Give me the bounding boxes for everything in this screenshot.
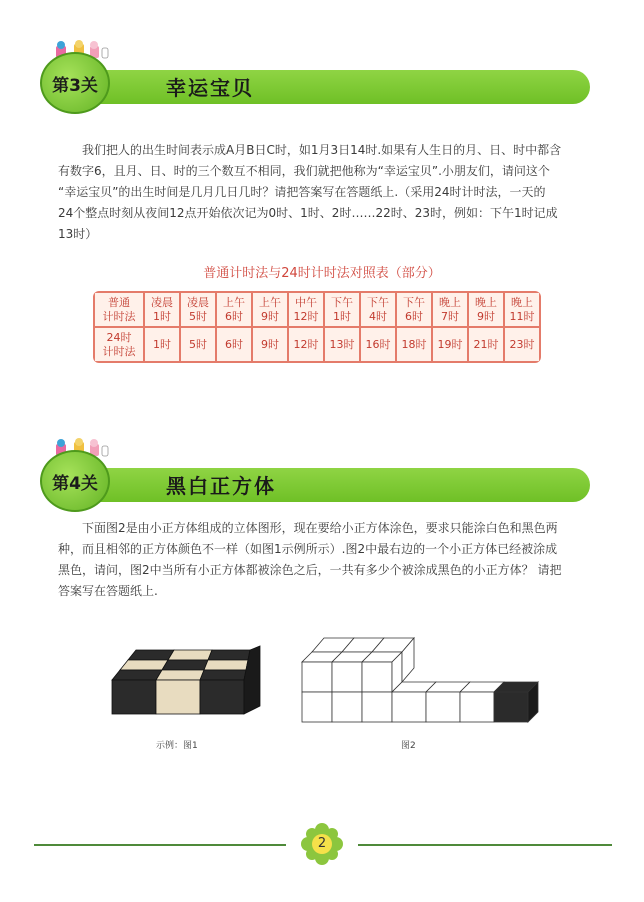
level4-line: 种，而且相邻的正方体颜色不一样（如图1示例所示）.图2中最右边的一个小正方体已经被涂成 [58,542,558,556]
cell-line: 6时 [225,309,243,323]
figure2-cube-stack [300,632,550,724]
table-cell [325,293,359,326]
black-cube [494,692,528,722]
footer-line-left [34,844,286,846]
cell-line: 晚上 [475,295,497,309]
level4-line: 答案写在答题纸上. [58,584,158,598]
figure1-caption: 示例：图1 [156,741,198,751]
header-line: 普通 [108,295,130,309]
level4-line: 黑色，请问，图2中当所有小正方体都被涂色之后，一共有多少个被涂成黑色的小正方体？ 请把 [58,563,562,577]
table-cell: 6时 [217,328,251,361]
level4-banner-bar [88,468,590,502]
table-cell: 9时 [253,328,287,361]
table-cell [289,293,323,326]
level4-paragraph [58,518,588,602]
cell-line: 12时 [293,309,319,323]
cell-line: 4时 [369,309,387,323]
table-row-24h [95,328,539,361]
table-cell: 1时 [145,328,179,361]
slab-front-face [112,680,244,714]
level3-paragraph [58,140,588,245]
row-header-normal [95,293,143,326]
table-cell [217,293,251,326]
cell-line: 上午 [223,295,245,309]
table-cell [505,293,539,326]
figure1-checker-slab [110,640,270,720]
cell-line: 凌晨 [187,295,209,309]
table-cell [433,293,467,326]
cell-line: 6时 [405,309,423,323]
stack-front-face [302,662,392,722]
header-line: 24时 [106,330,132,344]
table-cell: 16时 [361,328,395,361]
level4-badge [40,450,110,512]
level3-title: 幸运宝贝 [166,76,254,100]
level4-banner [40,444,590,510]
cell-line: 5时 [189,309,207,323]
header-line: 计时法 [102,309,136,323]
time-comparison-table [93,291,541,363]
table-title: 普通计时法与24时计时法对照表（部分） [203,266,441,281]
level3-line: 24个整点时刻从夜间12点开始依次记为0时、1时、2时……22时、23时，例如：下午1时记成 [58,206,558,220]
cell-line: 11时 [509,309,535,323]
header-line: 计时法 [102,344,136,358]
level3-badge-label: 第3关 [52,76,98,96]
level3-banner-bar [88,70,590,104]
table-cell [145,293,179,326]
level3-line: 13时） [58,227,98,241]
table-row-normal [95,293,539,326]
table-cell [181,293,215,326]
table-cell: 13时 [325,328,359,361]
cell-line: 1时 [153,309,171,323]
cell-line: 9时 [261,309,279,323]
cell-line: 下午 [403,295,425,309]
table-cell [397,293,431,326]
level3-badge [40,52,110,114]
cell-line: 9时 [477,309,495,323]
level3-line: 有数字6，且月、日、时的三个数互不相同，我们就把他称为“幸运宝贝”.小朋友们，请问这个 [58,164,550,178]
cell-line: 1时 [333,309,351,323]
page-number: 2 [317,836,327,851]
table-cell: 12时 [289,328,323,361]
cell-line: 凌晨 [151,295,173,309]
footer-line-right [358,844,612,846]
cell-line: 晚上 [511,295,533,309]
level4-badge-label: 第4关 [52,474,98,494]
cell-line: 上午 [259,295,281,309]
table-cell [361,293,395,326]
cell-line: 晚上 [439,295,461,309]
level3-banner [40,46,590,112]
table-cell [469,293,503,326]
cell-line: 下午 [367,295,389,309]
row-header-24h [95,328,143,361]
level4-line: 下面图2是由小正方体组成的立体图形，现在要给小正方体涂色，要求只能涂白色和黑色两 [82,521,558,535]
table-cell [253,293,287,326]
cell-line: 7时 [441,309,459,323]
tail-row [392,682,538,722]
table-cell: 21时 [469,328,503,361]
cell-line: 中午 [295,295,317,309]
table-cell: 5时 [181,328,215,361]
slab-top-face [112,650,250,680]
table-cell: 18时 [397,328,431,361]
figure2-caption: 图2 [401,741,416,751]
level3-line: “幸运宝贝”的出生时间是几月几日几时？请把答案写在答题纸上.（采用24时计时法，一天的 [58,185,546,199]
level3-line: 我们把人的出生时间表示成A月B日C时，如1月3日14时.如果有人生日的月、日、时中都含 [82,143,562,157]
table-cell: 23时 [505,328,539,361]
cell-line: 下午 [331,295,353,309]
table-cell: 19时 [433,328,467,361]
level4-title: 黑白正方体 [166,474,276,498]
